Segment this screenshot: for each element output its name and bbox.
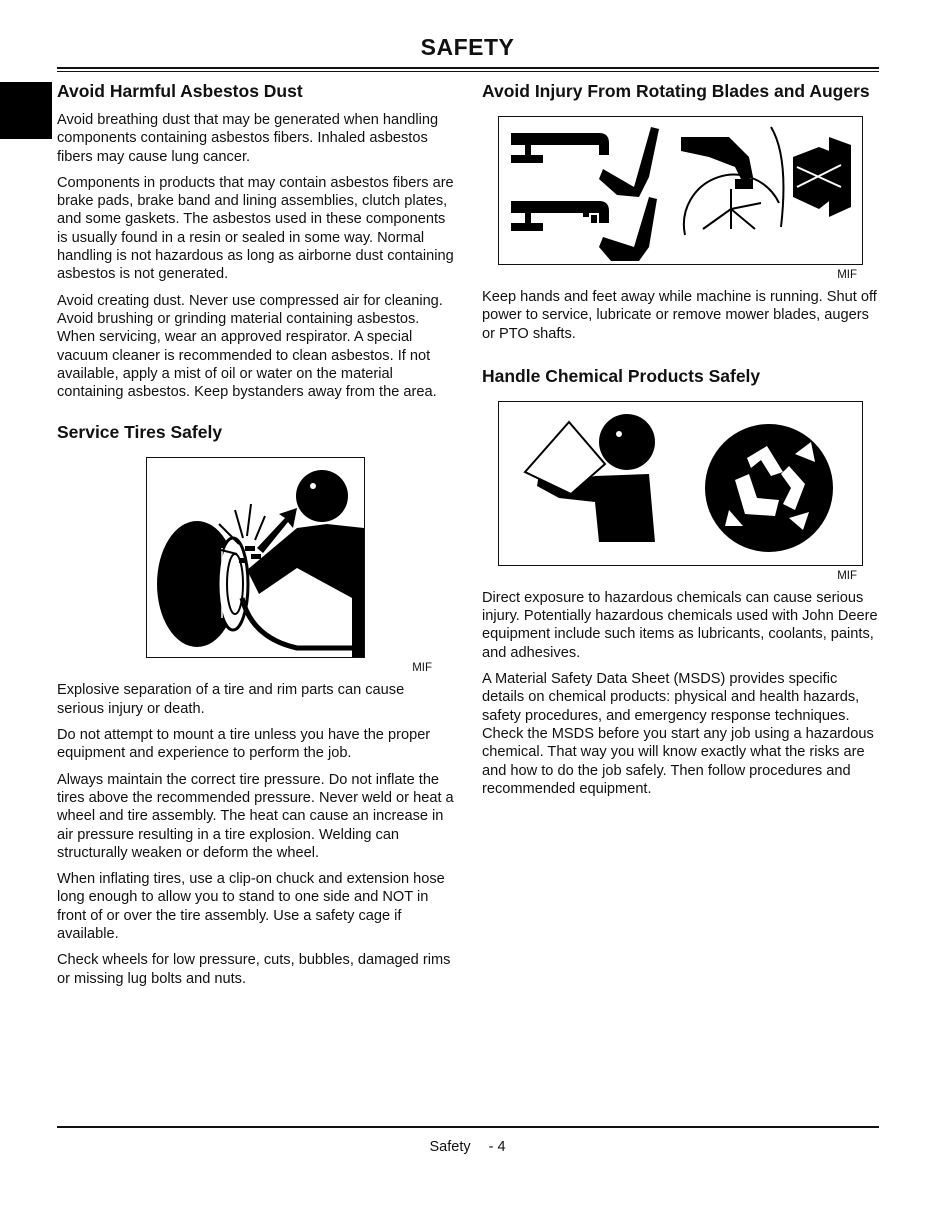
chemical-paragraph-2: A Material Safety Data Sheet (MSDS) provides specific details on chemical products: physical and health hazards, safety procedures, and emergency response techniques. Check the MSDS before you start any job using a hazardous chemical. That way you will know exactly what the risks are and how to do the job safely. Then follow procedures and recommended equipment. <box>482 671 874 797</box>
footer-rule <box>57 1126 879 1128</box>
tires-paragraph-5: Check wheels for low pressure, cuts, bubbles, damaged rims or missing lug bolts and nuts. <box>57 952 451 987</box>
rotating-blades-illustration <box>499 117 862 264</box>
blades-paragraph-1: Keep hands and feet away while machine is running. Shut off power to service, lubricate or remove mower blades, augers or PTO shafts. <box>482 289 877 342</box>
tire-explosion-illustration <box>147 458 364 657</box>
section-tab-marker <box>0 82 52 139</box>
asbestos-paragraph-3: Avoid creating dust. Never use compressed air for cleaning. Avoid brushing or grinding material containing asbestos. When servicing, wear an approved respirator. A special vacuum cleaner is recommended to clean asbestos. If not available, apply a mist of oil or water on the material containing asbestos. Keep bystanders away from the area. <box>57 292 443 401</box>
tires-figure-label: MIF <box>412 662 432 675</box>
tire-explosion-figure <box>146 457 365 658</box>
footer-section-name: Safety <box>429 1139 471 1155</box>
page-title: SAFETY <box>420 34 515 60</box>
asbestos-paragraph-2: Components in products that may contain asbestos fibers are brake pads, brake band and lining assemblies, clutch plates, and some gaskets. The asbestos used in these components is usually found in a resin or sealed in some way. Normal handling is not hazardous as long as airborne dust containing asbestos is not generated. <box>57 174 454 283</box>
chemical-heading: Handle Chemical Products Safely <box>482 365 761 386</box>
page-footer <box>0 1139 935 1155</box>
chemical-products-illustration <box>499 402 862 565</box>
rotating-blades-figure <box>498 116 863 265</box>
header-rule-thin <box>57 71 879 72</box>
right-column <box>482 80 880 806</box>
asbestos-paragraph-1: Avoid breathing dust that may be generated when handling components containing asbestos fibers. Inhaled asbestos fibers may cause lung cancer. <box>57 112 439 165</box>
tires-heading: Service Tires Safely <box>57 422 223 443</box>
blades-figure-label: MIF <box>837 269 857 281</box>
chemical-paragraph-1: Direct exposure to hazardous chemicals can cause serious injury. Potentially hazardous chemicals used with John Deere equipment include such items as lubricants, coolants, paints, and adhesives. <box>482 589 878 661</box>
asbestos-heading: Avoid Harmful Asbestos Dust <box>57 81 303 101</box>
header-rule <box>57 67 879 69</box>
tires-paragraph-2: Do not attempt to mount a tire unless you have the proper equipment and experience to perform the job. <box>57 727 431 762</box>
blades-heading: Avoid Injury From Rotating Blades and Augers <box>482 81 870 101</box>
chemical-figure-label: MIF <box>837 569 857 582</box>
tires-paragraph-4: When inflating tires, use a clip-on chuck and extension hose long enough to allow you to stand to one side and NOT in front of or over the tire assembly. Use a safety cage if available. <box>57 871 445 943</box>
footer-page-number: - 4 <box>488 1139 506 1155</box>
tires-paragraph-1: Explosive separation of a tire and rim parts can cause serious injury or death. <box>57 682 405 717</box>
tires-paragraph-3: Always maintain the correct tire pressure. Do not inflate the tires above the recommended pressure. Never weld or heat a wheel and tire assembly. The heat can cause an increase in air pressure resulting in a tire explosion. Welding can structurally weaken or deform the wheel. <box>57 771 454 861</box>
left-column <box>57 80 455 996</box>
chemical-products-figure <box>498 401 863 566</box>
